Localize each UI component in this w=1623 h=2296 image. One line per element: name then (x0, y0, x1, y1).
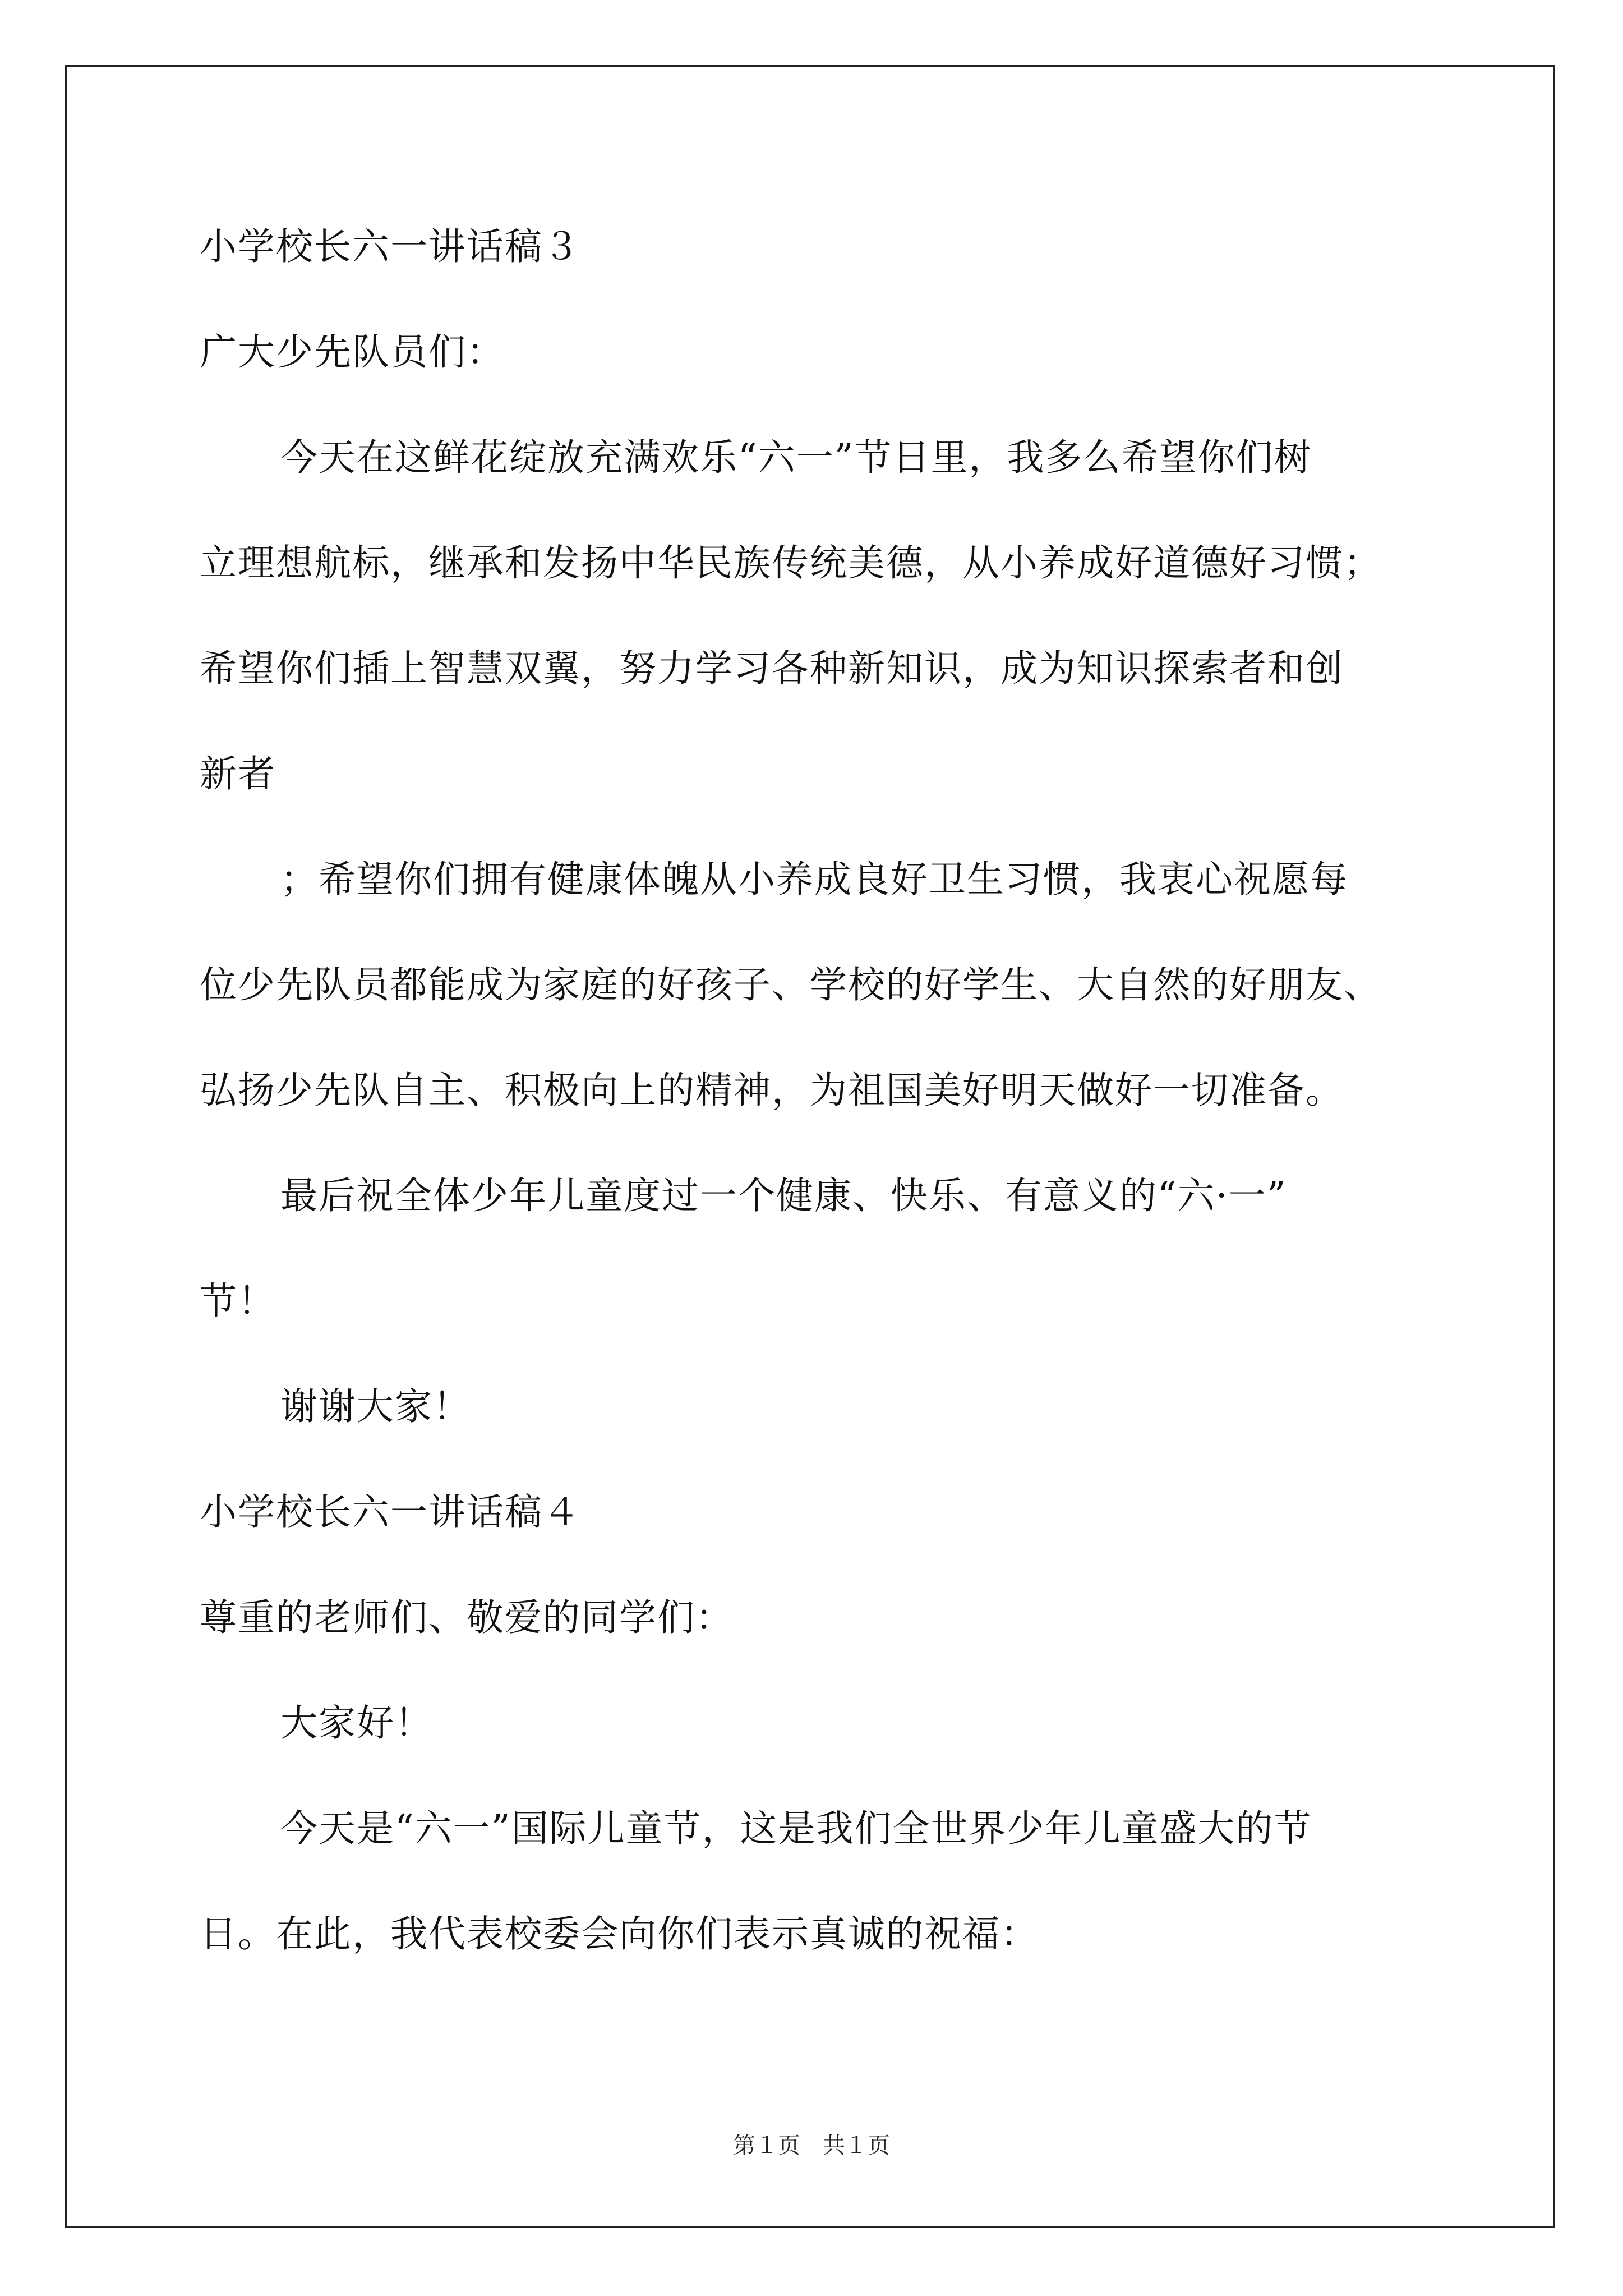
greeting-line: 大家好！ (280, 1701, 433, 1745)
paragraph-line: 希望你们插上智慧双翼，努力学习各种新知识，成为知识探索者和创 (200, 647, 1344, 690)
salutation-4: 尊重的老师们、敬爱的同学们： (200, 1596, 734, 1639)
page-footer: 第１页 共１页 (733, 2133, 890, 2159)
paragraph-line: 今天在这鲜花绽放充满欢乐“六一”节日里，我多么希望你们树 (280, 436, 1312, 479)
section-title-4: 小学校长六一讲话稿４ (200, 1490, 581, 1534)
paragraph-line: 日。在此，我代表校委会向你们表示真诚的祝福： (200, 1912, 1039, 1955)
salutation-3: 广大少先队员们： (200, 330, 505, 374)
paragraph-line: 位少先队员都能成为家庭的好孩子、学校的好学生、大自然的好朋友、 (200, 963, 1382, 1006)
closing-line: 谢谢大家！ (280, 1385, 471, 1428)
paragraph-line: 立理想航标，继承和发扬中华民族传统美德，从小养成好道德好习惯； (200, 541, 1382, 585)
section-title-3: 小学校长六一讲话稿３ (200, 225, 581, 268)
paragraph-line: 新者 (200, 752, 276, 795)
page-border (65, 65, 1555, 2228)
paragraph-line: 节！ (200, 1280, 276, 1323)
paragraph-line: 弘扬少先队自主、积极向上的精神，为祖国美好明天做好一切准备。 (200, 1069, 1344, 1112)
paragraph-line: ；希望你们拥有健康体魄从小养成良好卫生习惯，我衷心祝愿每 (280, 858, 1348, 901)
paragraph-line: 最后祝全体少年儿童度过一个健康、快乐、有意义的“六·一” (280, 1174, 1287, 1217)
paragraph-line: 今天是“六一”国际儿童节，这是我们全世界少年儿童盛大的节 (280, 1807, 1312, 1850)
